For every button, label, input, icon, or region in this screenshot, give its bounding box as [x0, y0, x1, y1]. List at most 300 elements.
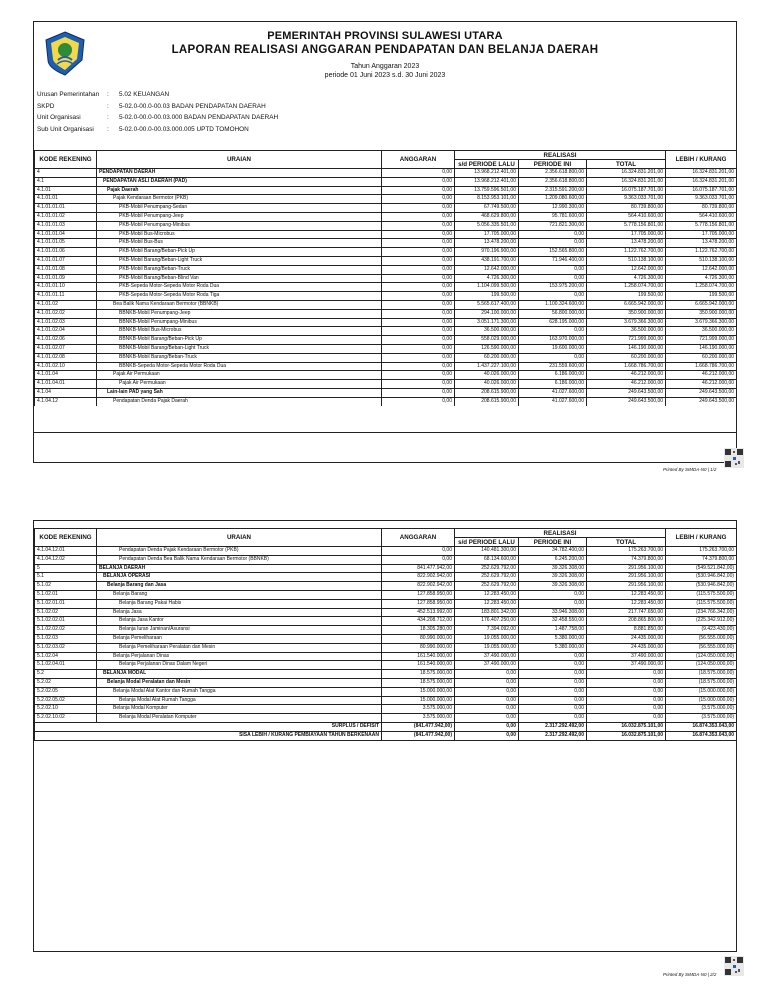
- col-anggaran: ANGGARAN: [382, 151, 455, 169]
- cell-lebih-kurang: 5.778.156.801,00: [666, 221, 737, 230]
- cell-lebih-kurang: (530.946.842,00): [666, 582, 737, 591]
- cell-total: 12.283.450,00: [587, 590, 666, 599]
- cell-total: 291.956.100,00: [587, 582, 666, 591]
- cell-anggaran: 841.477.942,00: [382, 564, 455, 573]
- cell-periode-ini: 0,00: [519, 714, 587, 723]
- cell-periode-lalu: 0,00: [455, 670, 519, 679]
- cell-periode-ini: 152.565.800,00: [519, 248, 587, 257]
- cell-lebih-kurang: 4.726.300,00: [666, 274, 737, 283]
- report-title: LAPORAN REALISASI ANGGARAN PENDAPATAN DAN BELANJA DAERAH: [171, 44, 599, 56]
- cell-total: 74.379.800,00: [587, 555, 666, 564]
- cell-kode: 4.1.01.02.07: [35, 344, 97, 353]
- cell-anggaran: 452.513.992,00: [382, 608, 455, 617]
- col-periode-lalu: s/d PERIODE LALU: [455, 160, 519, 169]
- cell-anggaran: 18.305.280,00: [382, 626, 455, 635]
- cell-periode-ini: 0,00: [519, 239, 587, 248]
- cell-kode: 4.1.01.02.03: [35, 318, 97, 327]
- cell-lebih-kurang: (115.575.500,00): [666, 599, 737, 608]
- cell-lebih-kurang: 510.138.100,00: [666, 256, 737, 265]
- cell-periode-ini: 95.781.600,00: [519, 212, 587, 221]
- cell-uraian: PENDAPATAN DAERAH: [97, 169, 382, 178]
- cell-periode-ini: 2.317.292.492,00: [519, 731, 587, 740]
- cell-kode: 5.1.02.03.02: [35, 643, 97, 652]
- cell-total: 24.435.000,00: [587, 634, 666, 643]
- cell-total: 9.363.033.701,00: [587, 195, 666, 204]
- cell-anggaran: 0,00: [382, 212, 455, 221]
- cell-total: 24.435.000,00: [587, 643, 666, 652]
- table-row: [35, 547, 737, 556]
- cell-anggaran: 15.000.000,00: [382, 696, 455, 705]
- cell-kode: 4.1.01.01.10: [35, 283, 97, 292]
- col-total: TOTAL: [587, 160, 666, 169]
- table-body: [35, 547, 737, 741]
- cell-lebih-kurang: 17.705.000,00: [666, 230, 737, 239]
- cell-uraian: BBNKB-Mobil Barang/Beban-Light Truck: [97, 344, 382, 353]
- cell-uraian: BBNKB-Mobil Barang/Beban-Pick Up: [97, 336, 382, 345]
- cell-periode-ini: 6.186.000,00: [519, 371, 587, 380]
- cell-total: 3.679.366.300,00: [587, 318, 666, 327]
- cell-periode-ini: 0,00: [519, 292, 587, 301]
- cell-total: 17.705.000,00: [587, 230, 666, 239]
- table-bottom-line: [34, 432, 736, 433]
- cell-periode-lalu: 7.394.092,00: [455, 626, 519, 635]
- cell-total: 217.747.650,00: [587, 608, 666, 617]
- cell-total: 0,00: [587, 705, 666, 714]
- table-row: [35, 617, 737, 626]
- cell-lebih-kurang: 16.324.831.201,00: [666, 169, 737, 178]
- cell-anggaran: 822.902.942,00: [382, 582, 455, 591]
- fiscal-year: Tahun Anggaran 2023: [350, 63, 420, 70]
- cell-anggaran: 0,00: [382, 248, 455, 257]
- col-realisasi: REALISASI: [455, 151, 666, 160]
- cell-kode: 5.2.02.05.02: [35, 696, 97, 705]
- cell-uraian: Belanja Iuran Jaminan/Asuransi: [97, 626, 382, 635]
- cell-periode-lalu: 5.565.617.400,00: [455, 300, 519, 309]
- cell-periode-lalu: 252.629.792,00: [455, 573, 519, 582]
- table-row: [35, 212, 737, 221]
- cell-uraian: Bea Balik Nama Kendaraan Bermotor (BBNKB): [97, 300, 382, 309]
- cell-lebih-kurang: 13.478.200,00: [666, 239, 737, 248]
- cell-kode: 5.1.02.04.01: [35, 661, 97, 670]
- cell-kode: 5.1.02.01: [35, 590, 97, 599]
- meta-row: SKPD : 5-02.0-00.0-00.03 BADAN PENDAPATAN DAERAH: [37, 102, 266, 110]
- cell-periode-lalu: 13.968.212.401,00: [455, 177, 519, 186]
- cell-kode: 5.1.02.03: [35, 634, 97, 643]
- cell-lebih-kurang: 175.263.700,00: [666, 547, 737, 556]
- cell-uraian: PKB-Mobil Penumpang-Sedan: [97, 204, 382, 213]
- cell-anggaran: 0,00: [382, 555, 455, 564]
- cell-periode-lalu: 0,00: [455, 722, 519, 731]
- qr-code-icon: [724, 448, 744, 468]
- cell-anggaran: 0,00: [382, 230, 455, 239]
- cell-uraian: PKB-Mobil Barang/Beban-Blind Van: [97, 274, 382, 283]
- table-row: [35, 634, 737, 643]
- cell-periode-ini: 41.027.600,00: [519, 397, 587, 405]
- cell-total: 16.324.831.201,00: [587, 169, 666, 178]
- cell-periode-lalu: 0,00: [455, 731, 519, 740]
- col-lebih-kurang: LEBIH / KURANG: [666, 529, 737, 547]
- cell-anggaran: 0,00: [382, 221, 455, 230]
- table-row: [35, 687, 737, 696]
- cell-periode-lalu: 12.283.450,00: [455, 590, 519, 599]
- cell-anggaran: 161.540.000,00: [382, 661, 455, 670]
- col-uraian: URAIAN: [97, 151, 382, 169]
- cell-periode-ini: 2.356.618.800,00: [519, 177, 587, 186]
- cell-anggaran: 434.208.712,00: [382, 617, 455, 626]
- cell-lebih-kurang: 46.212.000,00: [666, 380, 737, 389]
- cell-uraian: PENDAPATAN ASLI DAERAH (PAD): [97, 177, 382, 186]
- cell-anggaran: 0,00: [382, 397, 455, 405]
- budget-table-page-2: [34, 528, 737, 741]
- cell-periode-lalu: 208.615.900,00: [455, 397, 519, 405]
- cell-kode: 4.1.01.01.08: [35, 265, 97, 274]
- table-row: [35, 169, 737, 178]
- cell-kode: 4.1.04.12.01: [35, 547, 97, 556]
- cell-periode-ini: 5.380.000,00: [519, 643, 587, 652]
- cell-lebih-kurang: (9.423.430,00): [666, 626, 737, 635]
- cell-lebih-kurang: 564.410.600,00: [666, 212, 737, 221]
- table-row: [35, 248, 737, 257]
- table-row: [35, 230, 737, 239]
- cell-periode-ini: 1.209.080.600,00: [519, 195, 587, 204]
- cell-kode: 5: [35, 564, 97, 573]
- cell-periode-ini: 2.356.618.800,00: [519, 169, 587, 178]
- cell-total: 80.739.800,00: [587, 204, 666, 213]
- cell-anggaran: 0,00: [382, 547, 455, 556]
- surplus-deficit-row: [35, 722, 737, 731]
- cell-total: 46.212.000,00: [587, 371, 666, 380]
- cell-periode-ini: 0,00: [519, 705, 587, 714]
- cell-periode-lalu: 252.629.792,00: [455, 582, 519, 591]
- table-row: [35, 204, 737, 213]
- cell-uraian: Pajak Kendaraan Bermotor (PKB): [97, 195, 382, 204]
- cell-kode: 4.1.01.01.11: [35, 292, 97, 301]
- cell-lebih-kurang: 350.900.000,00: [666, 309, 737, 318]
- cell-periode-lalu: 13.968.212.401,00: [455, 169, 519, 178]
- table-row: [35, 239, 737, 248]
- cell-periode-lalu: 3.051.171.300,00: [455, 318, 519, 327]
- col-periode-ini: PERIODE INI: [519, 160, 587, 169]
- cell-anggaran: 0,00: [382, 309, 455, 318]
- cell-periode-ini: 6.245.200,00: [519, 555, 587, 564]
- cell-anggaran: 0,00: [382, 256, 455, 265]
- cell-periode-lalu: 13.478.200,00: [455, 239, 519, 248]
- table-row: [35, 670, 737, 679]
- report-page-1: [33, 21, 737, 463]
- cell-anggaran: 0,00: [382, 239, 455, 248]
- cell-uraian: Belanja Pemeliharaan Peralatan dan Mesin: [97, 643, 382, 652]
- table-row: [35, 714, 737, 723]
- cell-total: 175.263.700,00: [587, 547, 666, 556]
- cell-lebih-kurang: 12.642.000,00: [666, 265, 737, 274]
- cell-anggaran: 0,00: [382, 353, 455, 362]
- cell-total: 16.324.831.201,00: [587, 177, 666, 186]
- cell-periode-lalu: 468.629.800,00: [455, 212, 519, 221]
- cell-periode-ini: 1.487.758,00: [519, 626, 587, 635]
- cell-total: 5.778.156.801,00: [587, 221, 666, 230]
- cell-lebih-kurang: 3.679.366.300,00: [666, 318, 737, 327]
- cell-periode-ini: 12.990.300,00: [519, 204, 587, 213]
- cell-uraian: PKB-Mobil Barang/Beban-Light Truck: [97, 256, 382, 265]
- cell-kode: 4.1.01.01.06: [35, 248, 97, 257]
- cell-periode-lalu: 19.055.000,00: [455, 634, 519, 643]
- cell-lebih-kurang: (15.000.000,00): [666, 687, 737, 696]
- cell-kode: 5.1.02.02.02: [35, 626, 97, 635]
- cell-periode-ini: 0,00: [519, 670, 587, 679]
- cell-periode-lalu: 0,00: [455, 714, 519, 723]
- cell-kode: 4: [35, 169, 97, 178]
- cell-kode: 4.1.01.01.09: [35, 274, 97, 283]
- cell-periode-lalu: 970.196.900,00: [455, 248, 519, 257]
- cell-uraian: Pendapatan Denda Bea Balik Nama Kendaraan Bermotor (BBNKB): [97, 555, 382, 564]
- cell-total: 36.500.000,00: [587, 327, 666, 336]
- cell-total: 13.478.200,00: [587, 239, 666, 248]
- col-periode-lalu: s/d PERIODE LALU: [455, 538, 519, 547]
- cell-lebih-kurang: 249.643.500,00: [666, 388, 737, 397]
- cell-kode: 4.1.01.02.02: [35, 309, 97, 318]
- table-row: [35, 195, 737, 204]
- cell-periode-lalu: 68.134.600,00: [455, 555, 519, 564]
- cell-periode-lalu: 208.615.900,00: [455, 388, 519, 397]
- table-row: [35, 344, 737, 353]
- cell-lebih-kurang: 36.500.000,00: [666, 327, 737, 336]
- cell-periode-ini: 41.027.600,00: [519, 388, 587, 397]
- print-footer: Printed By SIMDA-N0 | 2/2: [663, 972, 717, 977]
- col-kode-rekening: KODE REKENING: [35, 151, 97, 169]
- cell-uraian: BBNKB-Mobil Bus-Microbus: [97, 327, 382, 336]
- cell-total: 16.032.875.101,00: [587, 722, 666, 731]
- cell-periode-lalu: 0,00: [455, 705, 519, 714]
- col-total: TOTAL: [587, 538, 666, 547]
- cell-total-label: SISA LEBIH / KURANG PEMBIAYAAN TAHUN BERKENAAN: [35, 731, 382, 740]
- cell-lebih-kurang: (530.946.842,00): [666, 573, 737, 582]
- cell-periode-ini: 153.975.200,00: [519, 283, 587, 292]
- cell-total: 350.900.000,00: [587, 309, 666, 318]
- table-row: [35, 397, 737, 405]
- budget-table-page-1: [34, 150, 737, 406]
- cell-uraian: BBNKB-Sepeda Motor-Sepeda Motor Roda Dua: [97, 362, 382, 371]
- meta-row: Sub Unit Organisasi : 5-02.0-00.0-00.03.000.005 UPTD TOMOHON: [37, 125, 249, 133]
- cell-uraian: BELANJA MODAL: [97, 670, 382, 679]
- cell-total: 0,00: [587, 678, 666, 687]
- cell-anggaran: 0,00: [382, 283, 455, 292]
- table-row: [35, 705, 737, 714]
- cell-kode: 5.1.02.01.01: [35, 599, 97, 608]
- cell-uraian: PKB-Sepeda Motor-Sepeda Motor Roda Dua: [97, 283, 382, 292]
- cell-uraian: Belanja Modal Peralatan dan Mesin: [97, 678, 382, 687]
- cell-lebih-kurang: (18.575.000,00): [666, 670, 737, 679]
- table-row: [35, 327, 737, 336]
- cell-kode: 4.1.01: [35, 186, 97, 195]
- cell-total: 199.500,00: [587, 292, 666, 301]
- cell-periode-lalu: 294.100.000,00: [455, 309, 519, 318]
- table-row: [35, 608, 737, 617]
- cell-anggaran: 161.540.000,00: [382, 652, 455, 661]
- cell-anggaran: 0,00: [382, 177, 455, 186]
- cell-periode-lalu: 36.500.000,00: [455, 327, 519, 336]
- cell-periode-ini: 0,00: [519, 652, 587, 661]
- cell-anggaran: 15.000.000,00: [382, 687, 455, 696]
- cell-anggaran: 0,00: [382, 336, 455, 345]
- cell-lebih-kurang: 199.500,00: [666, 292, 737, 301]
- cell-periode-ini: 33.946.308,00: [519, 608, 587, 617]
- cell-periode-lalu: 183.801.342,00: [455, 608, 519, 617]
- cell-lebih-kurang: 46.212.000,00: [666, 371, 737, 380]
- cell-uraian: Belanja Perjalanan Dinas Dalam Negeri: [97, 661, 382, 670]
- col-realisasi: REALISASI: [455, 529, 666, 538]
- cell-uraian: Pajak Daerah: [97, 186, 382, 195]
- cell-total: 146.190.000,00: [587, 344, 666, 353]
- cell-uraian: Belanja Modal Alat Rumah Tangga: [97, 696, 382, 705]
- cell-periode-lalu: 37.490.000,00: [455, 652, 519, 661]
- cell-lebih-kurang: (56.555.000,00): [666, 643, 737, 652]
- table-row: [35, 283, 737, 292]
- cell-periode-lalu: 5.056.335.501,00: [455, 221, 519, 230]
- cell-kode: 5.1.02: [35, 582, 97, 591]
- table-row: [35, 371, 737, 380]
- cell-anggaran: 127.858.950,00: [382, 599, 455, 608]
- cell-kode: 5.2.02.10: [35, 705, 97, 714]
- col-kode-rekening: KODE REKENING: [35, 529, 97, 547]
- cell-total: 1.258.074.700,00: [587, 283, 666, 292]
- cell-uraian: Pendapatan Denda Pajak Kendaraan Bermotor (PKB): [97, 547, 382, 556]
- sisa-lebih-row: [35, 731, 737, 740]
- cell-kode: 4.1.04.12: [35, 397, 97, 405]
- table-row: [35, 221, 737, 230]
- cell-lebih-kurang: 6.665.942.000,00: [666, 300, 737, 309]
- cell-periode-ini: 39.326.308,00: [519, 564, 587, 573]
- cell-uraian: Belanja Modal Komputer: [97, 705, 382, 714]
- cell-periode-lalu: 17.705.000,00: [455, 230, 519, 239]
- table-row: [35, 353, 737, 362]
- cell-periode-lalu: 13.759.596.501,00: [455, 186, 519, 195]
- cell-periode-ini: 6.186.000,00: [519, 380, 587, 389]
- cell-kode: 4.1.04: [35, 388, 97, 397]
- cell-kode: 4.1.01.01.05: [35, 239, 97, 248]
- cell-total: 16.075.187.701,00: [587, 186, 666, 195]
- cell-uraian: PKB-Mobil Penumpang-Jeep: [97, 212, 382, 221]
- cell-anggaran: 0,00: [382, 371, 455, 380]
- cell-anggaran: 0,00: [382, 186, 455, 195]
- cell-anggaran: 0,00: [382, 274, 455, 283]
- cell-total: 291.956.100,00: [587, 564, 666, 573]
- cell-lebih-kurang: (549.521.842,00): [666, 564, 737, 573]
- cell-total: 12.642.000,00: [587, 265, 666, 274]
- cell-periode-ini: 0,00: [519, 265, 587, 274]
- cell-periode-lalu: 140.481.300,00: [455, 547, 519, 556]
- cell-periode-lalu: 12.642.000,00: [455, 265, 519, 274]
- cell-periode-lalu: 40.026.000,00: [455, 371, 519, 380]
- cell-kode: 4.1.01.02.08: [35, 353, 97, 362]
- table-row: [35, 582, 737, 591]
- col-anggaran: ANGGARAN: [382, 529, 455, 547]
- cell-periode-ini: 56.800.000,00: [519, 309, 587, 318]
- cell-uraian: Pajak Air Permukaan: [97, 380, 382, 389]
- cell-periode-ini: 0,00: [519, 353, 587, 362]
- cell-total: 291.956.100,00: [587, 573, 666, 582]
- cell-anggaran: 0,00: [382, 344, 455, 353]
- cell-kode: 4.1.01.02: [35, 300, 97, 309]
- table-row: [35, 318, 737, 327]
- print-footer: Printed By SIMDA-N0 | 1/2: [663, 467, 717, 472]
- table-row: [35, 362, 737, 371]
- cell-lebih-kurang: 80.739.800,00: [666, 204, 737, 213]
- cell-kode: 5.1: [35, 573, 97, 582]
- cell-periode-lalu: 60.200.000,00: [455, 353, 519, 362]
- cell-lebih-kurang: 1.122.762.700,00: [666, 248, 737, 257]
- cell-lebih-kurang: 1.258.074.700,00: [666, 283, 737, 292]
- cell-periode-lalu: 19.055.000,00: [455, 643, 519, 652]
- organization-info: [37, 89, 278, 135]
- cell-total: 37.490.000,00: [587, 661, 666, 670]
- cell-periode-lalu: 1.437.227.100,00: [455, 362, 519, 371]
- cell-anggaran: 0,00: [382, 380, 455, 389]
- cell-total: 12.283.450,00: [587, 599, 666, 608]
- col-uraian: URAIAN: [97, 529, 382, 547]
- cell-total: 1.668.786.700,00: [587, 362, 666, 371]
- table-row: [35, 626, 737, 635]
- cell-anggaran: 0,00: [382, 265, 455, 274]
- cell-total: 564.410.600,00: [587, 212, 666, 221]
- cell-kode: 4.1.01.04: [35, 371, 97, 380]
- cell-lebih-kurang: (3.575.000,00): [666, 705, 737, 714]
- cell-kode: 4.1.01.02.10: [35, 362, 97, 371]
- cell-total: 1.122.762.700,00: [587, 248, 666, 257]
- cell-uraian: BBNKB-Mobil Penumpang-Minibus: [97, 318, 382, 327]
- table-row: [35, 292, 737, 301]
- cell-periode-ini: 0,00: [519, 696, 587, 705]
- cell-periode-ini: 2.315.591.200,00: [519, 186, 587, 195]
- table-row: [35, 274, 737, 283]
- cell-lebih-kurang: 249.643.500,00: [666, 397, 737, 405]
- cell-anggaran: 0,00: [382, 204, 455, 213]
- meta-row: Unit Organisasi : 5-02.0-00.0-00.03.000 BADAN PENDAPATAN DAERAH: [37, 114, 279, 122]
- cell-periode-ini: 32.458.550,00: [519, 617, 587, 626]
- cell-periode-ini: 0,00: [519, 590, 587, 599]
- cell-periode-ini: 0,00: [519, 327, 587, 336]
- report-period: periode 01 Juni 2023 s.d. 30 Juni 2023: [324, 72, 446, 79]
- cell-kode: 5.2.02.10.02: [35, 714, 97, 723]
- cell-uraian: Lain-lain PAD yang Sah: [97, 388, 382, 397]
- cell-uraian: PKB-Mobil Bus-Microbus: [97, 230, 382, 239]
- cell-uraian: PKB-Sepeda Motor-Sepeda Motor Roda Tiga: [97, 292, 382, 301]
- cell-anggaran: 0,00: [382, 327, 455, 336]
- cell-total: 0,00: [587, 687, 666, 696]
- cell-lebih-kurang: (124.050.000,00): [666, 661, 737, 670]
- cell-anggaran: (841.477.942,00): [382, 731, 455, 740]
- cell-lebih-kurang: 16.324.831.201,00: [666, 177, 737, 186]
- cell-total: 721.999.000,00: [587, 336, 666, 345]
- cell-lebih-kurang: 74.379.800,00: [666, 555, 737, 564]
- table-row: [35, 300, 737, 309]
- cell-uraian: PKB-Mobil Penumpang-Minibus: [97, 221, 382, 230]
- col-periode-ini: PERIODE INI: [519, 538, 587, 547]
- table-row: [35, 573, 737, 582]
- cell-kode: 4.1.01.04.01: [35, 380, 97, 389]
- table-row: [35, 643, 737, 652]
- cell-anggaran: 3.575.000,00: [382, 705, 455, 714]
- cell-periode-lalu: 67.749.500,00: [455, 204, 519, 213]
- cell-total: 4.726.300,00: [587, 274, 666, 283]
- table-row: [35, 696, 737, 705]
- cell-periode-lalu: 176.407.250,00: [455, 617, 519, 626]
- table-row: [35, 380, 737, 389]
- cell-kode: 5.1.02.04: [35, 652, 97, 661]
- cell-lebih-kurang: (3.575.000,00): [666, 714, 737, 723]
- cell-kode: 5.1.02.02.01: [35, 617, 97, 626]
- cell-lebih-kurang: 1.668.786.700,00: [666, 362, 737, 371]
- cell-total: 249.643.500,00: [587, 388, 666, 397]
